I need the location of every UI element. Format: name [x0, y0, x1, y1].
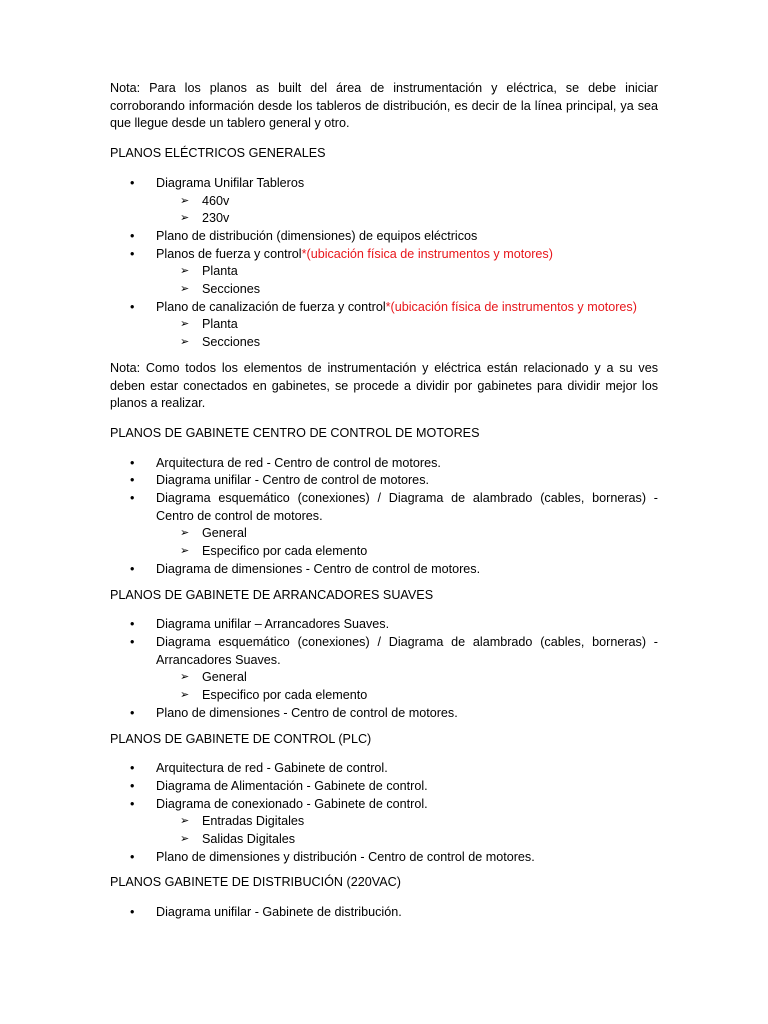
- bullet-dot-icon: •: [130, 849, 135, 864]
- arrowhead-icon: ➢: [180, 265, 190, 278]
- item-text: Diagrama de dimensiones - Centro de control de motores.: [156, 561, 481, 576]
- list-item: [110, 904, 658, 922]
- sub-list-item: [156, 525, 658, 543]
- sub-list-item: [156, 831, 658, 849]
- bullet-list: [110, 904, 658, 922]
- list-item: [110, 849, 658, 867]
- sub-item-text: Salidas Digitales: [202, 832, 296, 847]
- sub-list-item: [156, 193, 658, 211]
- sub-list: [156, 525, 658, 560]
- list-item: [110, 634, 658, 705]
- arrowhead-icon: ➢: [180, 833, 190, 846]
- highlight-note: *(ubicación física de instrumentos y motores): [301, 246, 553, 261]
- item-text: Arquitectura de red - Gabinete de control.: [156, 761, 388, 776]
- section-heading: PLANOS GABINETE DE DISTRIBUCIÓN (220VAC): [110, 875, 401, 890]
- item-text: Planos de fuerza y control: [156, 246, 302, 261]
- list-item: [110, 175, 658, 228]
- section-heading: PLANOS DE GABINETE DE CONTROL (PLC): [110, 731, 372, 746]
- sub-list-item: [156, 334, 658, 352]
- item-text: Plano de canalización de fuerza y control: [156, 299, 386, 314]
- arrowhead-icon: ➢: [180, 815, 190, 828]
- bullet-dot-icon: •: [130, 617, 135, 632]
- arrowhead-icon: ➢: [180, 318, 190, 331]
- bullet-dot-icon: •: [130, 491, 135, 506]
- item-text: Diagrama unifilar – Arrancadores Suaves.: [156, 617, 390, 632]
- bullet-list: [110, 616, 658, 722]
- sub-list: [156, 669, 658, 704]
- bullet-dot-icon: •: [130, 175, 135, 190]
- list-item: [110, 616, 658, 634]
- bullet-dot-icon: •: [130, 561, 135, 576]
- bullet-dot-icon: •: [130, 299, 135, 314]
- sub-item-text: Secciones: [202, 335, 261, 350]
- bullet-list: [110, 175, 658, 352]
- sub-list-item: [156, 281, 658, 299]
- list-item: [110, 246, 658, 299]
- arrowhead-icon: ➢: [180, 212, 190, 225]
- sub-item-text: Especifico por cada elemento: [202, 688, 368, 703]
- sub-item-text: General: [202, 526, 247, 541]
- item-text: Arquitectura de red - Centro de control de motores.: [156, 455, 441, 470]
- sub-item-text: Entradas Digitales: [202, 814, 305, 829]
- sub-item-text: Planta: [202, 264, 238, 279]
- section-heading: PLANOS DE GABINETE CENTRO DE CONTROL DE MOTORES: [110, 425, 480, 440]
- bullet-dot-icon: •: [130, 705, 135, 720]
- bullet-list: [110, 760, 658, 866]
- sub-list: [156, 193, 658, 228]
- arrowhead-icon: ➢: [180, 671, 190, 684]
- bullet-dot-icon: •: [130, 455, 135, 470]
- section-heading: PLANOS DE GABINETE DE ARRANCADORES SUAVES: [110, 587, 434, 602]
- sub-item-text: Secciones: [202, 282, 261, 297]
- sub-list: [156, 813, 658, 848]
- note-paragraph: Nota: Para los planos as built del área de instrumentación y eléctrica, se debe iniciar corroborando información desde los tableros de distribución, es decir de la línea principal, ya sea que llegue desde un tablero general y otro.: [110, 81, 658, 131]
- bullet-dot-icon: •: [130, 228, 135, 243]
- item-text: Diagrama unifilar - Centro de control de motores.: [156, 473, 429, 488]
- item-text: Plano de distribución (dimensiones) de equipos eléctricos: [156, 228, 478, 243]
- item-text: Diagrama esquemático (conexiones) / Diagrama de alambrado (cables, borneras) - Arrancadores Suaves.: [156, 634, 658, 667]
- arrowhead-icon: ➢: [180, 194, 190, 207]
- bullet-dot-icon: •: [130, 796, 135, 811]
- list-item: [110, 778, 658, 796]
- sub-item-text: General: [202, 670, 247, 685]
- list-item: [110, 455, 658, 473]
- arrowhead-icon: ➢: [180, 527, 190, 540]
- bullet-dot-icon: •: [130, 473, 135, 488]
- bullet-dot-icon: •: [130, 246, 135, 261]
- sub-item-text: Especifico por cada elemento: [202, 544, 368, 559]
- sub-list-item: [156, 543, 658, 561]
- list-item: [110, 705, 658, 723]
- sub-item-text: Planta: [202, 317, 238, 332]
- arrowhead-icon: ➢: [180, 545, 190, 558]
- bullet-dot-icon: •: [130, 761, 135, 776]
- sub-list-item: [156, 263, 658, 281]
- bullet-dot-icon: •: [130, 634, 135, 649]
- list-item: [110, 490, 658, 561]
- sub-item-text: 230v: [202, 211, 230, 226]
- sub-list: [156, 263, 658, 298]
- item-text: Diagrama de conexionado - Gabinete de control.: [156, 796, 428, 811]
- sub-list: [156, 316, 658, 351]
- sub-list-item: [156, 669, 658, 687]
- arrowhead-icon: ➢: [180, 689, 190, 702]
- list-item: [110, 561, 658, 579]
- section-heading: PLANOS ELÉCTRICOS GENERALES: [110, 146, 326, 161]
- sub-item-text: 460v: [202, 193, 230, 208]
- item-text: Plano de dimensiones - Centro de control de motores.: [156, 705, 458, 720]
- item-text: Diagrama de Alimentación - Gabinete de control.: [156, 778, 428, 793]
- list-item: [110, 228, 658, 246]
- item-text: Diagrama Unifilar Tableros: [156, 175, 305, 190]
- item-text: Diagrama esquemático (conexiones) / Diagrama de alambrado (cables, borneras) - Centro de control de motores.: [156, 491, 658, 523]
- list-item: [110, 299, 658, 352]
- bullet-list: [110, 455, 658, 579]
- arrowhead-icon: ➢: [180, 336, 190, 349]
- note-paragraph: Nota: Como todos los elementos de instrumentación y eléctrica están relacionado y a su ves deben estar conectados en gabinetes, se procede a dividir por gabinetes para dividir mejor los planos a realizar.: [110, 360, 658, 411]
- highlight-note: *(ubicación física de instrumentos y motores): [385, 299, 637, 314]
- sub-list-item: [156, 813, 658, 831]
- list-item: [110, 760, 658, 778]
- bullet-dot-icon: •: [130, 905, 135, 920]
- sub-list-item: [156, 687, 658, 705]
- arrowhead-icon: ➢: [180, 283, 190, 296]
- bullet-dot-icon: •: [130, 778, 135, 793]
- list-item: [110, 796, 658, 849]
- item-text: Plano de dimensiones y distribución - Centro de control de motores.: [156, 849, 535, 864]
- item-text: Diagrama unifilar - Gabinete de distribución.: [156, 905, 402, 920]
- sub-list-item: [156, 210, 658, 228]
- list-item: [110, 472, 658, 490]
- sub-list-item: [156, 316, 658, 334]
